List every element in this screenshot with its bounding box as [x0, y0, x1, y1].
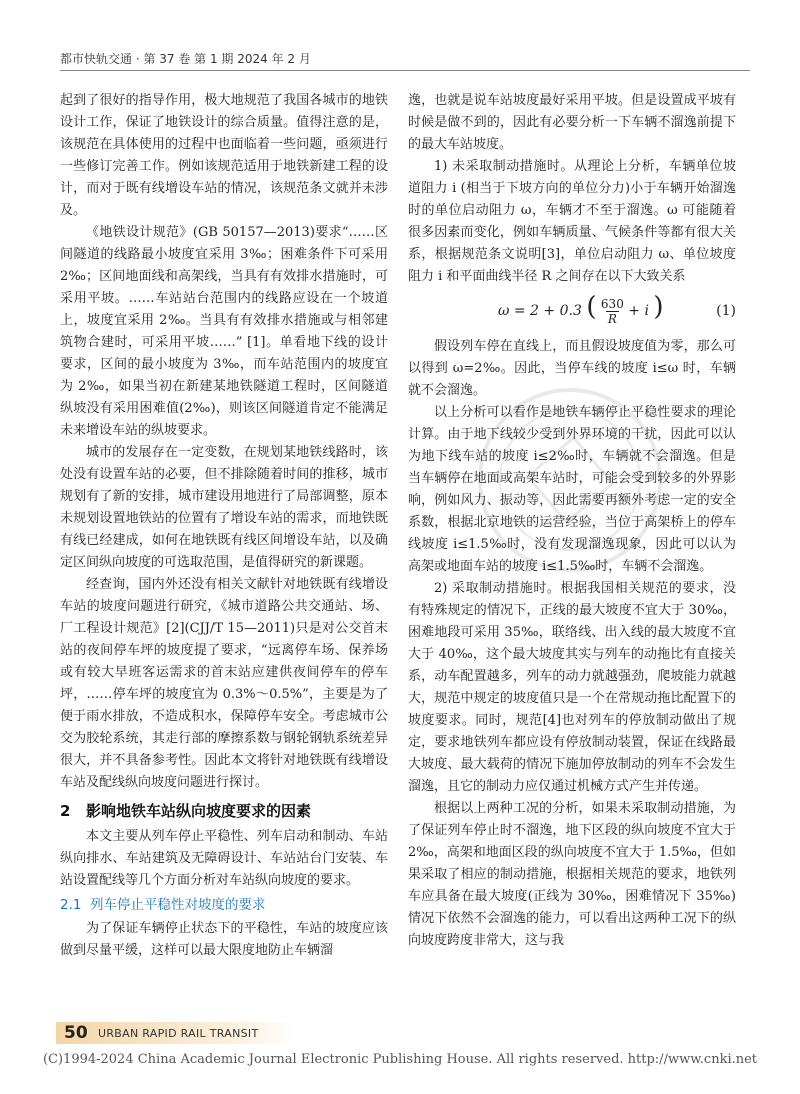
section-heading [60, 800, 388, 822]
paragraph: 城市的发展存在一定变数，在规划某地铁线路时，该处没有设置车站的必要，但不排除随着时间的推移，城市规划有了新的安排，城市建设用地进行了局部调整，原本未规划设置地铁站的位置有了增设车站的需求，而地铁既有线已经建成，如何在地铁既有线区间增设车站，以及确定区间纵向坡度的可选取范围，是值得研究的新课题。 [60, 445, 388, 570]
right-column [408, 90, 736, 952]
fraction-numerator: 630 [600, 296, 624, 311]
equation-lhs: ω = 2 + 0.3 [498, 303, 582, 319]
header-divider [60, 70, 750, 71]
subsection-number: 2.1 [60, 897, 82, 913]
subsection-heading [60, 894, 388, 916]
paragraph: 为了保证车辆停止状态下的平稳性，车站的坡度应该做到尽量平缓，这样可以最大限度地防止车辆溜 [60, 921, 388, 958]
paragraph: 起到了很好的指导作用，极大地规范了我国各城市的地铁设计工作，保证了地铁设计的综合质量。值得注意的是，该规范在具体使用的过程中也面临着一些问题，亟须进行一些修订完善工作。例如该规范适用于地铁新建工程的设计，而对于既有线增设车站的情况，该规范条文就并未涉及。 [60, 93, 388, 218]
equation-label: (1) [716, 302, 736, 319]
paragraph: 2) 采取制动措施时。根据我国相关规范的要求，没有特殊规定的情况下，正线的最大坡度不宜大于 30‰，困难地段可采用 35‰，联络线、出入线的最大坡度不宜大于 40‰，这个最大坡度其实与列车的动拖比有直接关系，动车配置越多，列车的动力就越强劲，爬坡能力就越大，规范中规定的坡度值只是一个在常规动拖比配置下的坡度要求。同时，规范[4]也对列车的停放制动做出了规定，要求地铁列车都应设有停放制动装置，保证在线路最大坡度、最大载荷的情况下施加停放制动的列车不会发生溜逸，且它的制动力应仅通过机械方式产生并传递。 [408, 580, 736, 794]
equation-body [498, 292, 664, 326]
paragraph: 以上分析可以看作是地铁车辆停止平稳性要求的理论计算。由于地下线较少受到外界环境的干扰，因此可以认为地下线车站的坡度 i≤2‰时，车辆就不会溜逸。但是当车辆停在地面或高架车站时，可能会受到较多的外界影响，例如风力、振动等，因此需要再额外考虑一定的安全系数，根据北京地铁的运营经验，当位于高架桥上的停车线坡度 i≤1.5‰时，没有发现溜逸现象，因此可以认为高架或地面车站的坡度 i≤1.5‰时，车辆不会溜逸。 [408, 404, 736, 574]
paragraph: 1) 未采取制动措施时。从理论上分析，车辆单位坡道阻力 i (相当于下坡方向的单位分力)小于车辆开始溜逸时的单位启动阻力 ω，车辆才不至于溜逸。ω 可能随着很多因素而变化，例如车辆质量、气候条件等都有很大关系，根据规范条文说明[3]，单位启动阻力 ω、单位坡度阻力 i 和平面曲线半径 R 之间存在以下大致关系 [408, 159, 736, 284]
fraction [601, 297, 624, 326]
section-number: 2 [60, 802, 71, 820]
fraction-denominator: R [607, 311, 617, 326]
section-title: 影响地铁车站纵向坡度要求的因素 [86, 802, 312, 820]
paragraph: 本文主要从列车停止平稳性、列车启动和制动、车站纵向排水、车站建筑及无障碍设计、车站站台门安装、车站设置配线等几个方面分析对车站纵向坡度的要求。 [60, 829, 388, 888]
journal-name: URBAN RAPID RAIL TRANSIT [98, 1027, 259, 1040]
equation-1 [408, 292, 736, 326]
equation-tail: + i [628, 303, 649, 319]
subsection-title: 列车停止平稳性对坡度的要求 [90, 897, 266, 913]
running-header: 都市快轨交通 · 第 37 卷 第 1 期 2024 年 2 月 [60, 52, 311, 66]
paragraph: 逸，也就是说车站坡度最好采用平坡。但是设置成平坡有时候是做不到的，因此有必要分析一下车辆不溜逸前提下的最大车站坡度。 [408, 93, 736, 152]
footer-badge [56, 1018, 296, 1048]
paragraph: 根据以上两种工况的分析，如果未采取制动措施，为了保证列车停止时不溜逸，地下区段的纵向坡度不宜大于 2‰，高架和地面区段的纵向坡度不宜大于 1.5‰，但如果采取了相应的制动措施，根据相关规范的要求，地铁列车应具备在最大坡度(正线为 30‰，困难情况下 35‰)情况下依然不会溜逸的能力，可以看出这两种工况下的纵向坡度跨度非常大，这与我 [408, 800, 736, 948]
paragraph: 假设列车停在直线上，而且假设坡度值为零，那么可以得到 ω=2‰。因此，当停车线的坡度 i≤ω 时，车辆就不会溜逸。 [408, 338, 736, 398]
left-column [60, 90, 388, 962]
page-number: 50 [64, 1023, 88, 1043]
paren-close: ) [653, 292, 664, 322]
paragraph: 经查询，国内外还没有相关文献针对地铁既有线增设车站的坡度问题进行研究，《城市道路公共交通站、场、厂工程设计规范》[2](CJJ/T 15—2011)只是对公交首末站的夜间停车坪的坡度提了要求，“远离停车场、保养场或有较大早班客运需求的首末站应建供夜间停车的停车坪，……停车坪的坡度宜为 0.3%～0.5%”，主要是为了便于雨水排放，不造成积水，保障停车安全。考虑城市公交为胶轮系统，其走行部的摩擦系数与钢轮钢轨系统差异很大，并不具备参考性。因此本文将针对地铁既有线增设车站及配线纵向坡度问题进行探讨。 [60, 577, 388, 790]
paren-open: ( [586, 292, 597, 322]
paragraph: 《地铁设计规范》(GB 50157—2013)要求“……区间隧道的线路最小坡度宜采用 3‰；困难条件下可采用 2‰；区间地面线和高架线，当具有有效排水措施时，可采用平坡。……车站站台范围内的线路应设在一个坡道上，坡度宜采用 2‰。当具有有效排水措施或与相邻建筑物合建时，可采用平坡……” [1]。单看地下线的设计要求，区间的最小坡度为 3‰，而车站范围内的坡度宜为 2‰，如果当初在新建某地铁隧道工程时，区间隧道纵坡没有采用困难值(2‰)，则该区间隧道肯定不能满足未来增设车站的纵坡要求。 [60, 225, 388, 438]
copyright-line: (C)1994-2024 China Academic Journal Electronic Publishing House. All rights reserved. http://www.cnki.net [42, 1052, 758, 1067]
